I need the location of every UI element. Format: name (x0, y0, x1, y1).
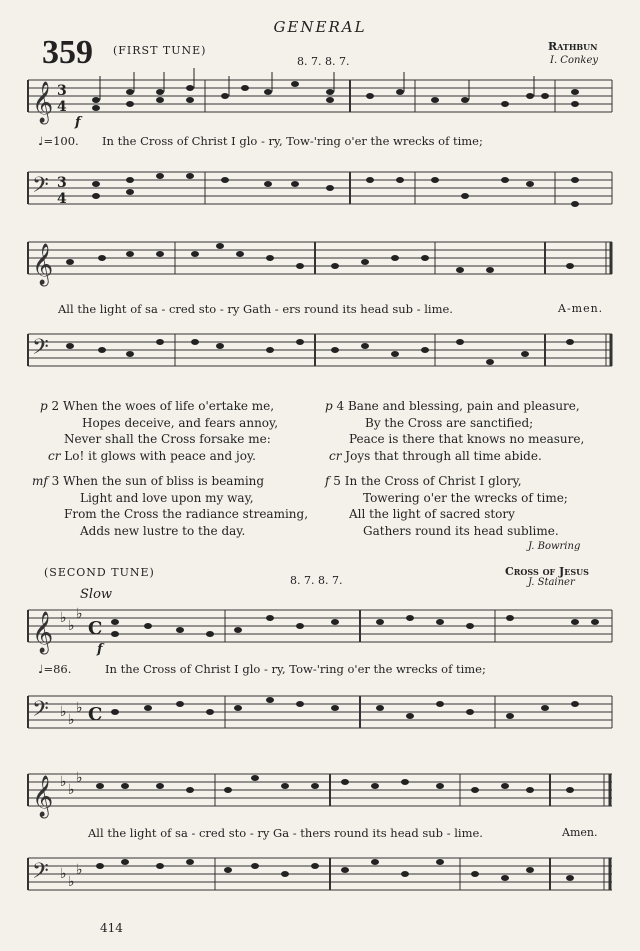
svg-text:4: 4 (57, 99, 67, 115)
first-tune-composer: I. Conkey (550, 55, 599, 66)
svg-text:𝄢: 𝄢 (32, 697, 49, 727)
second-tune-label: (SECOND TUNE) (44, 566, 155, 579)
svg-text:4: 4 (57, 191, 67, 207)
hymn-author: J. Bowring (528, 541, 581, 552)
second-tune-system2-bass (0, 846, 640, 906)
svg-text:♭: ♭ (68, 712, 75, 728)
svg-text:♭: ♭ (60, 774, 67, 790)
quarter-note-icon: ♩ (38, 662, 44, 676)
second-tune-lyrics-line1: In the Cross of Christ I glo - ry, Tow-'ring o'er the wrecks of time; (105, 662, 486, 676)
first-tune-system1-bass (0, 160, 640, 220)
svg-text:𝄢: 𝄢 (32, 173, 49, 203)
svg-text:3: 3 (57, 83, 67, 99)
quarter-note-icon: ♩ (38, 134, 44, 148)
first-tune-lyrics-line1: In the Cross of Christ I glo - ry, Tow-'ring o'er the wrecks of time; (102, 134, 483, 148)
svg-text:𝄞: 𝄞 (32, 82, 54, 123)
first-tune-meter: 8. 7. 8. 7. (297, 55, 350, 68)
second-tune-meter: 8. 7. 8. 7. (290, 574, 343, 587)
svg-text:C: C (88, 704, 103, 725)
first-tune-system2-bass (0, 322, 640, 382)
svg-text:𝄢: 𝄢 (32, 335, 49, 365)
first-tune-system2-treble (0, 230, 640, 290)
svg-text:♭: ♭ (68, 782, 75, 798)
section-header: GENERAL (273, 18, 367, 36)
first-tune-label: (FIRST TUNE) (113, 44, 207, 57)
svg-text:♭: ♭ (76, 606, 83, 622)
svg-text:♭: ♭ (60, 866, 67, 882)
second-tune-tempo: Slow (80, 587, 113, 602)
svg-text:♭: ♭ (68, 874, 75, 890)
first-tune-metronome: ♩=100. (38, 134, 79, 148)
page-number: 414 (100, 921, 123, 935)
second-tune-lyrics-line2: All the light of sa - cred sto - ry Ga - thers round its head sub - lime. (88, 826, 483, 840)
svg-text:3: 3 (57, 175, 67, 191)
first-tune-dynamic: f (75, 115, 81, 130)
svg-text:𝄞: 𝄞 (32, 612, 54, 653)
verse-5: f 5 In the Cross of Christ I glory, Towering o'er the wrecks of time; All the light of sacred story Gathers round its head sublime. (325, 474, 568, 538)
svg-text:♭: ♭ (76, 862, 83, 878)
second-tune-composer: J. Stainer (528, 577, 575, 588)
second-tune-system2-treble (0, 762, 640, 822)
first-tune-name: Rathbun (548, 40, 598, 53)
svg-text:♭: ♭ (76, 700, 83, 716)
second-tune-dynamic: f (97, 642, 103, 657)
svg-text:C: C (88, 618, 103, 639)
first-tune-system1-treble (0, 68, 640, 128)
second-tune-system1-treble (0, 598, 640, 658)
svg-text:♭: ♭ (60, 704, 67, 720)
hymn-number: 359 (42, 34, 93, 71)
svg-text:♭: ♭ (76, 770, 83, 786)
svg-text:♭: ♭ (68, 618, 75, 634)
svg-text:𝄞: 𝄞 (32, 244, 54, 285)
svg-text:𝄢: 𝄢 (32, 859, 49, 889)
second-tune-amen: Amen. (562, 826, 598, 839)
verse-3: mf 3 When the sun of bliss is beaming Light and love upon my way, From the Cross the radiance streaming, Adds new lustre to the day. (32, 474, 309, 538)
first-tune-amen: A-men. (558, 302, 604, 315)
second-tune-metronome: ♩=86. (38, 662, 72, 676)
svg-text:𝄞: 𝄞 (32, 776, 54, 817)
second-tune-name: Cross of Jesus (505, 565, 589, 578)
svg-text:♭: ♭ (60, 610, 67, 626)
first-tune-lyrics-line2: All the light of sa - cred sto - ry Gath - ers round its head sub - lime. (58, 302, 453, 316)
verse-2: p 2 When the woes of life o'ertake me, Hopes deceive, and fears annoy, Never shall the Cross forsake me: cr Lo! it glows with peace and joy. (40, 399, 279, 463)
second-tune-system1-bass (0, 684, 640, 744)
verse-4: p 4 Bane and blessing, pain and pleasure, By the Cross are sanctified; Peace is there that knows no measure, cr Joys that through all time abide. (325, 399, 585, 463)
